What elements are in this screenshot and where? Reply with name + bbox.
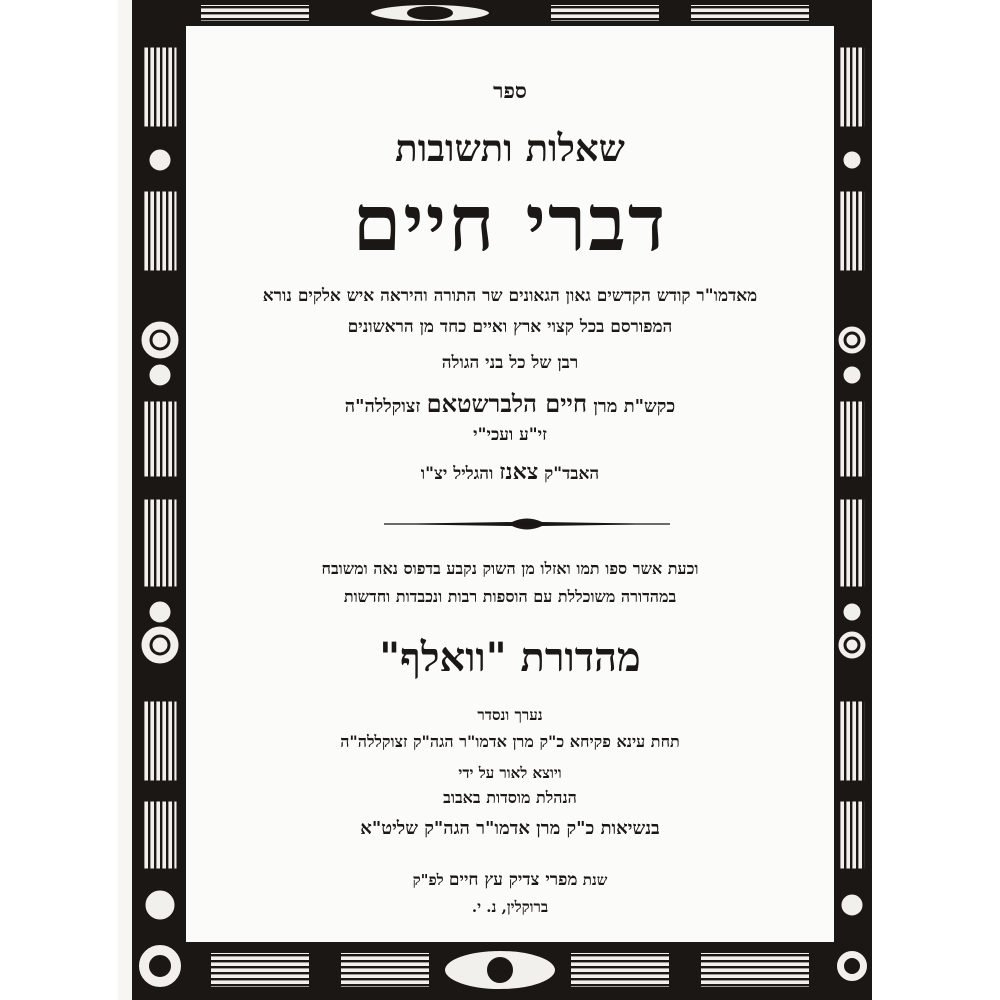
administration-line: הנהלת מוסדות באבוב [443,788,577,807]
year-line [186,870,834,890]
author-suffix: זצוקללה"ה [344,396,421,417]
author-name: חיים הלברשטאם [426,389,588,418]
year-chronogram: מפרי צדיק עץ חיים [448,870,578,890]
sefer-label: ספר [493,78,527,103]
avdak-line [186,459,834,485]
description-line-2: המפורסם בכל קצוי ארץ ואיים כחד מן הראשונים [347,317,673,337]
zya-line: זי"ע ועכי"י [473,425,547,445]
arranged-line: נערך ונסדר [477,706,543,724]
under-line: תחת עינא פקיחא כ"ק מרן אדמו"ר הגה"ק זצוקללה"ה [340,732,680,751]
book-title: דברי חיים [352,178,668,269]
description-line-1: מאדמו"ר קודש הקדשים גאון הגאונים שר התורה והיראה איש אלקים נורא [262,286,758,306]
author-line [186,389,834,419]
year-suffix: לפ"ק [412,871,444,889]
patron-line: בנשיאות כ"ק מרן אדמו"ר הגה"ק שליט"א [360,818,660,839]
publication-line-1: וכעת אשר ספו תמו ואזלו מן השוק נקבע בדפוס נאה ומשובח [321,559,699,578]
flourish-divider [382,513,672,535]
avdak-city: צאנז [499,459,539,485]
edition-name: מהדורת "וואלף" [379,634,641,681]
title-page-content [186,26,834,942]
publication-line-2: במהדורה משוכללת עם הוספות רבות ונכבדות וחדשות [343,587,677,606]
place-line: ברוקלין, נ. י. [471,898,549,916]
issued-line: ויוצא לאור על ידי [458,764,562,782]
rabban-line: רבן של כל בני הגולה [441,353,579,373]
author-prefix: כקש"ת מרן [593,396,676,417]
avdak-suffix: והגליל יצ"ו [420,464,494,484]
year-prefix: שנת [582,871,608,889]
subtitle: שאלות ותשובות [395,126,625,170]
avdak-prefix: האבד"ק [544,464,600,484]
